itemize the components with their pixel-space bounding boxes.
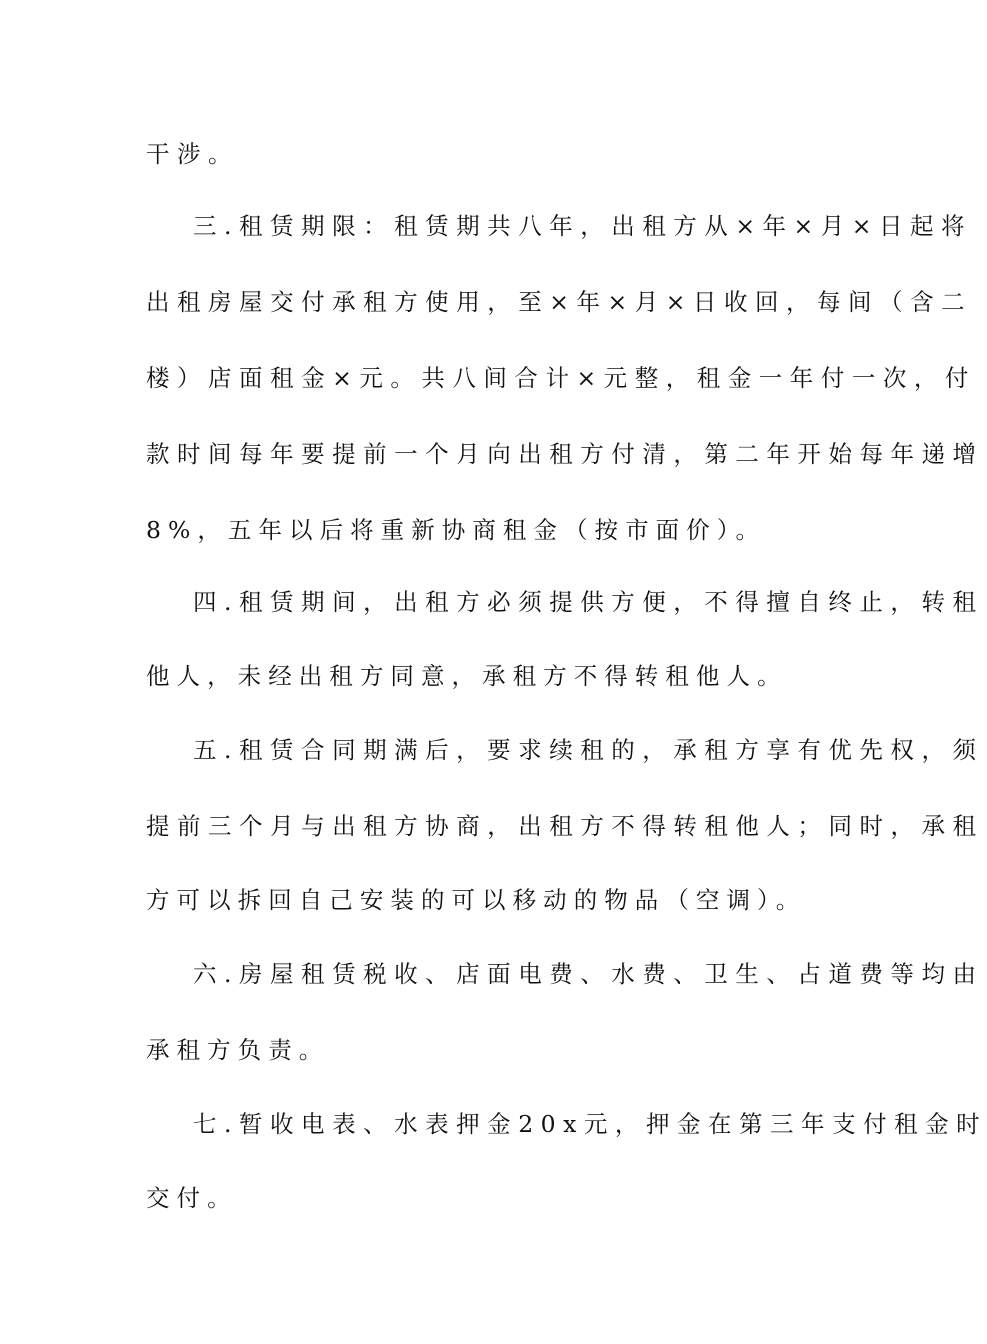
text-line: 8%，五年以后将重新协商租金（按市面价）。 [146, 516, 767, 544]
text-line: 楼）店面租金×元。共八间合计×元整，租金一年付一次，付 [146, 364, 976, 392]
clause-7-line: 七.暂收电表、水表押金20x元，押金在第三年支付租金时 [193, 1110, 987, 1138]
text-line: 款时间每年要提前一个月向出租方付清，第二年开始每年递增 [146, 440, 984, 468]
text-line: 干涉。 [146, 140, 240, 168]
clause-6-line: 六.房屋租赁税收、店面电费、水费、卫生、占道费等均由 [193, 960, 984, 988]
clause-3-line: 三.租赁期限：租赁期共八年，出租方从×年×月×日起将 [193, 212, 973, 240]
text-line: 他人，未经出租方同意，承租方不得转租他人。 [146, 662, 788, 690]
text-line: 承租方负责。 [146, 1036, 330, 1064]
clause-5-line: 五.租赁合同期满后，要求续租的，承租方享有优先权，须 [193, 736, 984, 764]
text-line: 方可以拆回自己安装的可以移动的物品（空调）。 [146, 886, 807, 914]
text-line: 提前三个月与出租方协商，出租方不得转租他人；同时，承租 [146, 812, 984, 840]
text-line: 交付。 [146, 1184, 238, 1212]
text-line: 出租房屋交付承租方使用，至×年×月×日收回，每间（含二 [146, 288, 973, 316]
clause-4-line: 四.租赁期间，出租方必须提供方便，不得擅自终止，转租 [193, 588, 984, 616]
